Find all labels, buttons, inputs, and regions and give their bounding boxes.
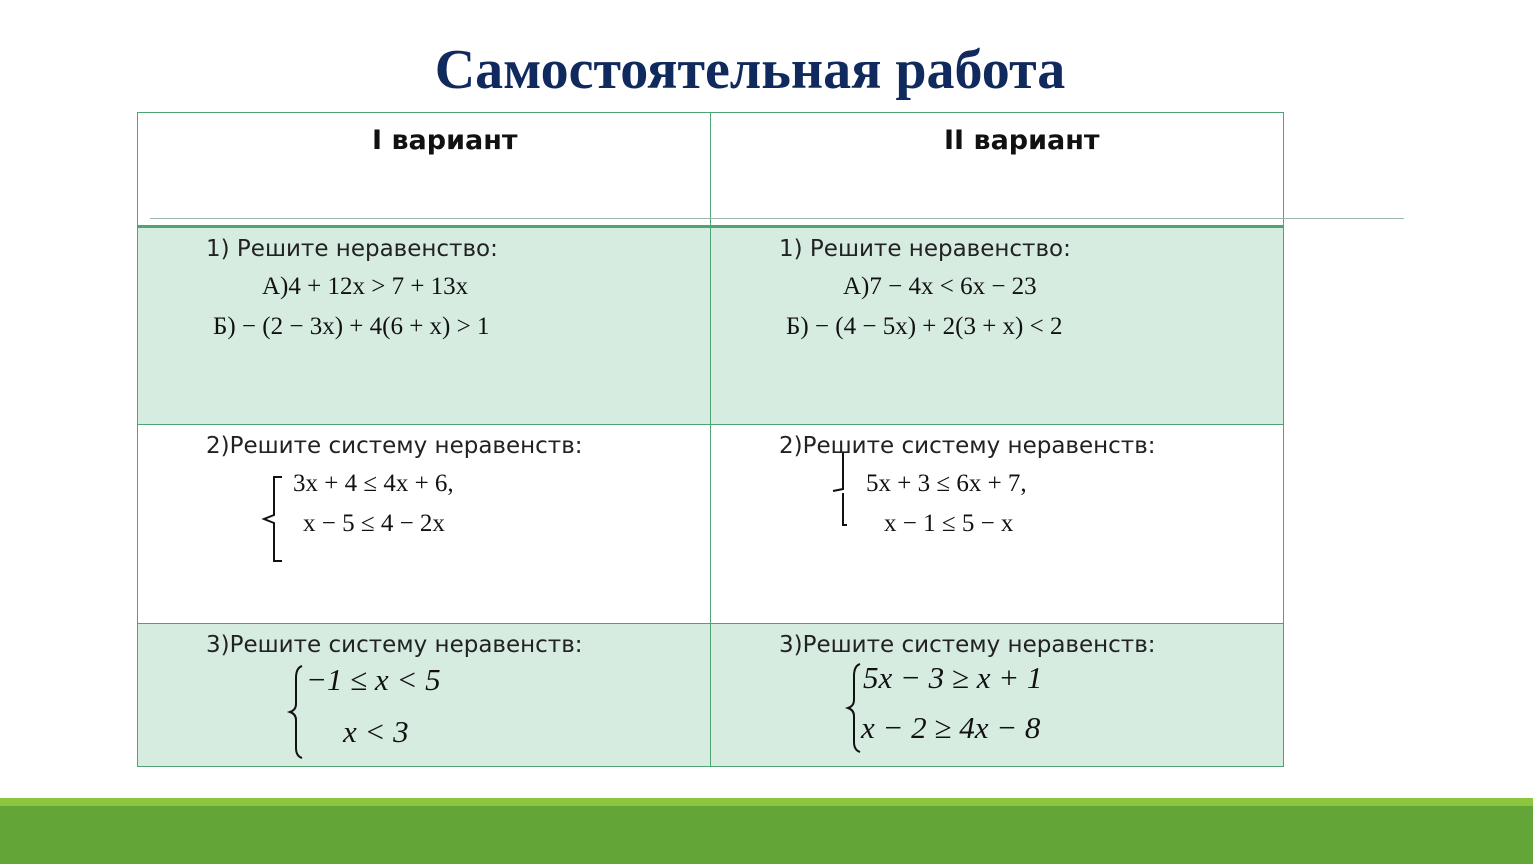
slide-title: Самостоятельная работа <box>434 39 1066 101</box>
v2-task-3-line-1: 5x − 3 ≥ x + 1 <box>863 660 1043 695</box>
cell-v1-task-1 <box>138 228 711 424</box>
v2-task-2-line-1: 5х + 3 ≤ 6х + 7, <box>866 470 1027 497</box>
v1-task-1-a: А)4 + 12х > 7 + 13х <box>262 273 469 300</box>
v1-task-3-label: 3)Решите систему неравенств: <box>206 632 583 658</box>
table-row-task-2 <box>138 424 1283 623</box>
cell-v2-task-1 <box>711 228 1283 424</box>
cell-v2-task-3 <box>711 624 1283 766</box>
cell-v1-task-3 <box>138 624 711 766</box>
v1-task-2-label: 2)Решите систему неравенств: <box>206 433 583 459</box>
cell-v1-task-2 <box>138 425 711 623</box>
v1-task-2-line-1: 3х + 4 ≤ 4х + 6, <box>293 470 454 497</box>
v2-task-3-line-2: x − 2 ≥ 4x − 8 <box>861 710 1041 745</box>
table-row-task-1 <box>138 225 1283 424</box>
table-header-divider-line <box>150 218 1404 219</box>
cell-v2-task-2 <box>711 425 1283 623</box>
v1-task-3-brace <box>288 664 308 760</box>
footer-band-light <box>0 798 1533 806</box>
v2-task-2-brace <box>829 451 859 541</box>
v1-task-3-line-2: x < 3 <box>343 714 409 749</box>
v1-task-1-label: 1) Решите неравенство: <box>206 236 498 262</box>
v1-task-1-b: Б) − (2 − 3х) + 4(6 + х) > 1 <box>213 313 490 340</box>
variant-2-header: II вариант <box>944 125 1100 156</box>
v1-task-2-line-2: х − 5 ≤ 4 − 2х <box>303 510 445 537</box>
header-cell-variant-2 <box>711 113 1283 225</box>
v2-task-1-label: 1) Решите неравенство: <box>779 236 1071 262</box>
table-header-row <box>138 113 1283 225</box>
v2-task-2-label: 2)Решите систему неравенств: <box>779 433 1156 459</box>
header-cell-variant-1 <box>138 113 711 225</box>
table-row-task-3 <box>138 623 1283 766</box>
v1-task-3-line-1: −1 ≤ x < 5 <box>306 662 441 697</box>
footer-band-dark <box>0 806 1533 864</box>
v2-task-3-label: 3)Решите систему неравенств: <box>779 632 1156 658</box>
v1-task-2-brace <box>258 475 288 565</box>
variants-table <box>137 112 1284 767</box>
variant-1-header: I вариант <box>372 125 518 156</box>
v2-task-2-line-2: х − 1 ≤ 5 − х <box>884 510 1014 537</box>
v2-task-1-a: А)7 − 4х < 6х − 23 <box>843 273 1037 300</box>
v2-task-1-b: Б) − (4 − 5х) + 2(3 + х) < 2 <box>786 313 1063 340</box>
